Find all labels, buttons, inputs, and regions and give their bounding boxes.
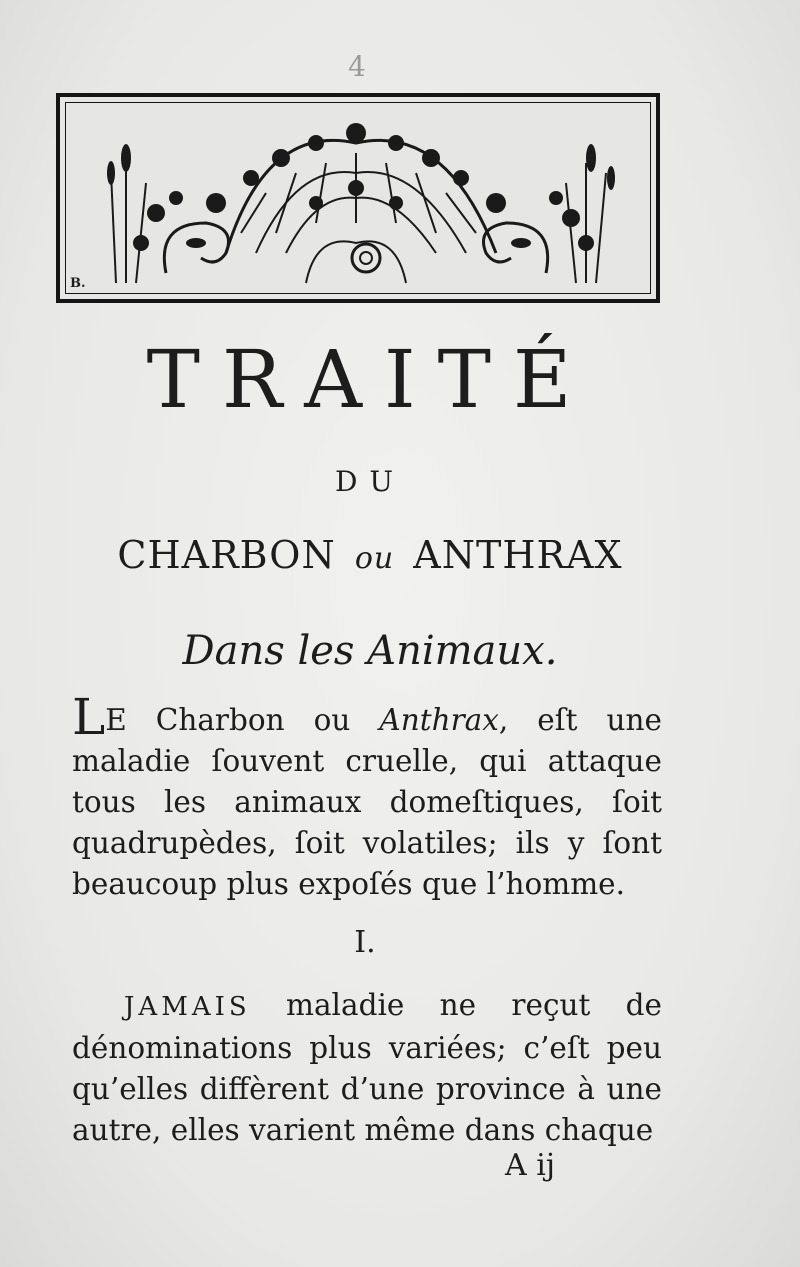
engraver-initial: B. <box>70 276 86 291</box>
page-number: 4 <box>348 50 366 83</box>
title-ou-word: ou <box>354 541 395 576</box>
title-charbon-word: CHARBON <box>117 533 336 577</box>
title-dans-les-animaux: Dans les Animaux. <box>182 628 558 674</box>
paragraph-intro-italic: Anthrax <box>379 703 499 737</box>
paragraph-intro-start: E Charbon ou <box>105 703 380 737</box>
paragraph-section-one <box>72 985 662 1151</box>
title-charbon-anthrax <box>70 533 670 577</box>
paragraph-intro <box>72 688 662 905</box>
paragraph-lead-word: JAMAIS <box>124 992 251 1022</box>
title-anthrax-word: ANTHRAX <box>413 533 623 577</box>
headpiece-ornament <box>56 93 660 303</box>
section-number: I. <box>354 925 376 960</box>
title-du: DU <box>334 465 406 498</box>
signature-mark: A ij <box>505 1148 556 1183</box>
title-traite: TRAITÉ <box>146 333 594 426</box>
drop-cap: L <box>72 688 106 746</box>
paragraph-intro-rest: , eſt une maladie ſouvent cruelle, qui attaque tous les animaux domeſtiques, ſoit quadrupèdes, ſoit volatiles; ils y ſont beaucoup plus expoſés que l’homme. <box>72 703 662 901</box>
paragraph-section-one-text: maladie ne reçut de dénominations plus variées; c’eſt peu qu’elles diffèrent d’une province à une autre, elles varient même dans chaque <box>72 988 662 1147</box>
floral-garland-icon <box>66 103 650 293</box>
